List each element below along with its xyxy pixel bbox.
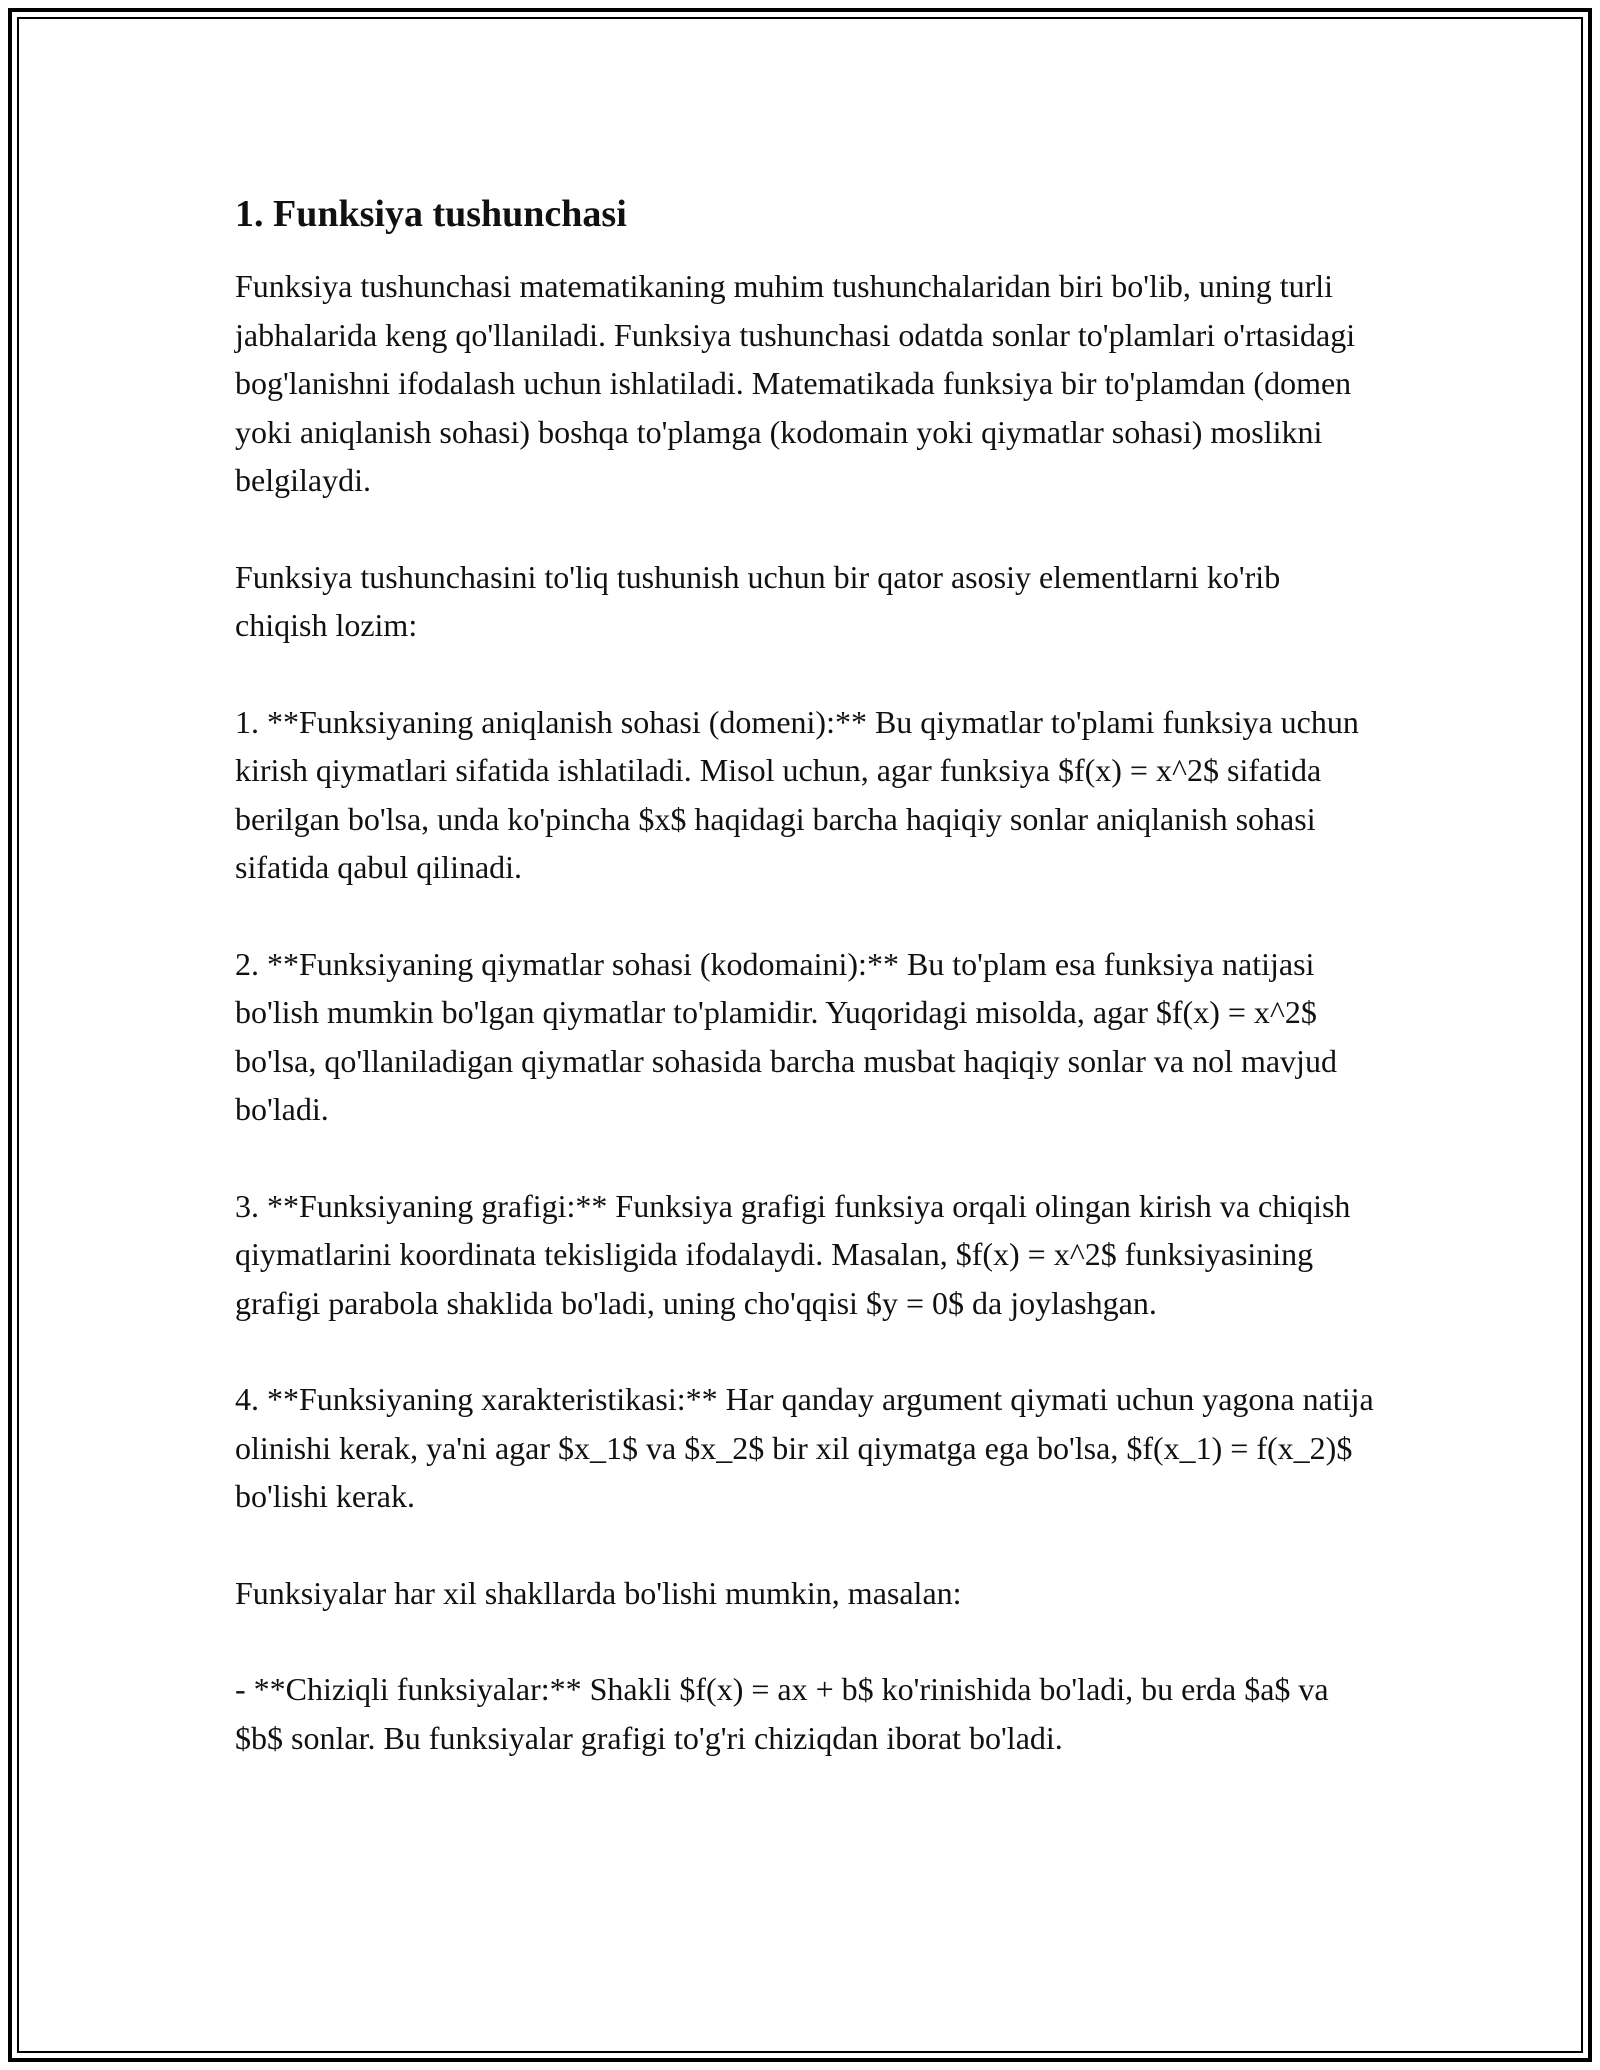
section-title: 1. Funksiya tushunchasi [235, 193, 627, 235]
paragraph-intro: Funksiya tushunchasi matematikaning muhim tushunchalaridan biri bo'lib, uning turli jabhalarida keng qo'llaniladi. Funksiya tushunchasi odatda sonlar to'plamlari o'rtasidagi bog'lanishni ifodalash uchun ishlatiladi. Matematikada funksiya bir to'plamdan (domen yoki aniqlanish sohasi) boshqa to'plamga (kodomain yoki qiymatlar sohasi) moslikni belgilaydi. [235, 268, 1356, 498]
list-item-codomain: 2. **Funksiyaning qiymatlar sohasi (kodomaini):** Bu to'plam esa funksiya natijasi bo'lish mumkin bo'lgan qiymatlar to'plamidir. Yuqoridagi misolda, agar $f(x) = x^2$ bo'lsa, qo'llaniladigan qiymatlar sohasida barcha musbat haqiqiy sonlar va nol mavjud bo'ladi. [235, 945, 1337, 1127]
document-body [235, 186, 1375, 1810]
paragraph-elements-lead: Funksiya tushunchasini to'liq tushunish uchun bir qator asosiy elementlarni ko'rib chiqish lozim: [235, 558, 1281, 643]
list-item-characteristic: 4. **Funksiyaning xarakteristikasi:** Har qanday argument qiymati uchun yagona natija olinishi kerak, ya'ni agar $x_1$ va $x_2$ bir xil qiymatga ega bo'lsa, $f(x_1) = f(x_2)$ bo'lishi kerak. [235, 1381, 1374, 1514]
list-item-graph: 3. **Funksiyaning grafigi:** Funksiya grafigi funksiya orqali olingan kirish va chiqish qiymatlarini koordinata tekisligida ifodalaydi. Masalan, $f(x) = x^2$ funksiyasining grafigi parabola shaklida bo'ladi, uning cho'qqisi $y = 0$ da joylashgan. [235, 1187, 1351, 1321]
list-item-domain: 1. **Funksiyaning aniqlanish sohasi (domeni):** Bu qiymatlar to'plami funksiya uchun kirish qiymatlari sifatida ishlatiladi. Misol uchun, agar funksiya $f(x) = x^2$ sifatida berilgan bo'lsa, unda ko'pincha $x$ haqidagi barcha haqiqiy sonlar aniqlanish sohasi sifatida qabul qilinadi. [235, 703, 1359, 885]
list-item-linear-functions: - **Chiziqli funksiyalar:** Shakli $f(x) = ax + b$ ko'rinishida bo'ladi, bu erda $a$ va $b$ sonlar. Bu funksiyalar grafigi to'g'ri chiziqdan iborat bo'ladi. [235, 1671, 1329, 1756]
paragraph-forms-lead: Funksiyalar har xil shakllarda bo'lishi mumkin, masalan: [235, 1574, 962, 1611]
